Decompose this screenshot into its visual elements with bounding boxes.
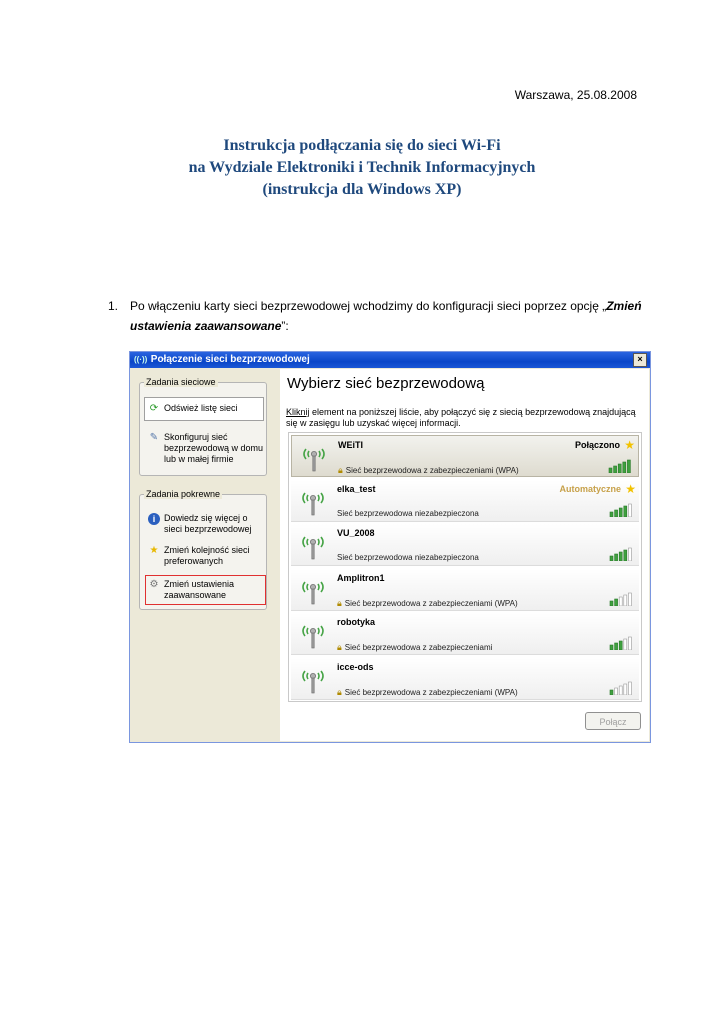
network-tasks-group [139,377,267,476]
instruction-text [286,407,642,429]
network-tasks-legend: Zadania sieciowe [146,377,216,387]
lock-icon: 🔒︎ [337,597,342,608]
step-text-emphasis: Zmień ustawienia zaawansowane [130,299,642,333]
network-description [337,553,479,562]
network-desc-text: Sieć bezprzewodowa z zabezpieczeniami (WPA) [345,466,519,475]
signal-bar [609,468,612,473]
network-name: VU_2008 [337,528,375,538]
learn-more-label: Dowiedz się więcej o sieci bezprzewodowej [164,513,252,534]
network-status: Automatyczne [559,483,621,494]
window-title: Połączenie sieci bezprzewodowej [150,354,310,365]
wireless-antenna-icon [300,620,326,650]
network-item[interactable] [291,658,639,700]
signal-strength-icon [609,592,633,606]
lock-icon: 🔒︎ [337,686,342,697]
network-description [337,598,518,609]
signal-bar [610,601,613,606]
signal-bar [610,512,613,517]
change-order-label: Zmień kolejność sieci preferowanych [164,545,250,566]
network-list [288,432,642,702]
signal-bar [614,466,617,473]
signal-bar [628,593,631,606]
signal-bar [615,554,618,561]
related-tasks-legend: Zadania pokrewne [146,489,221,499]
signal-bar [628,504,631,517]
network-item[interactable] [291,435,639,477]
title-line-3: (instrukcja dla Windows XP) [262,181,462,198]
refresh-label: Odśwież listę sieci [164,403,238,413]
configure-label: Skonfiguruj sieć bezprzewodową w domu lub w małej firmie [164,432,264,464]
network-name: elka_test [337,483,376,494]
signal-bar [628,637,631,650]
network-name: WEiTI [338,440,363,450]
signal-bar [615,688,618,695]
wireless-antenna-icon [300,665,326,695]
title-line-1: Instrukcja podłączania się do sieci Wi-Fi [223,137,501,154]
refresh-icon: ⟳ [149,403,159,414]
signal-bar [624,639,627,650]
step-text-after: ”: [281,319,289,333]
info-icon: i [148,513,160,525]
network-status: Połączono [574,440,620,450]
network-desc-text: Sieć bezprzewodowa z zabezpieczeniami (WPA) [344,598,518,608]
instruction-rest: element na poniższej liście, aby połączyć się z siecią bezprzewodową znajdującą się w zasięgu lub uzyskać więcej informacji. [286,407,636,428]
star-icon: ★ [149,545,159,556]
signal-strength-icon [609,681,633,695]
document-title [0,135,724,201]
network-description [337,509,479,518]
signal-bar [623,462,626,473]
network-desc-text: Sieć bezprzewodowa niezabezpieczona [337,508,479,518]
network-description [337,642,492,653]
signal-bar [624,550,627,561]
wireless-antenna-icon [300,576,326,606]
network-description [338,465,519,476]
signal-bar [627,460,630,473]
signal-bar [619,508,622,517]
window-titlebar[interactable] [130,352,650,368]
signal-bar [624,595,627,606]
signal-bar [610,690,613,695]
networks-pane [280,369,649,741]
settings-icon: ⚙ [149,579,159,590]
network-name: icce-ods [337,661,374,672]
related-tasks-group [139,489,267,610]
title-line-2: na Wydziale Elektroniki i Technik Informacyjnych [188,159,536,176]
connect-button[interactable]: Połącz [585,712,641,730]
signal-strength-icon [608,459,632,473]
network-desc-text: Sieć bezprzewodowa z zabezpieczeniami [344,643,493,652]
signal-bar [610,645,613,650]
network-name: robotyka [337,617,376,627]
signal-bar [615,643,618,650]
signal-bar [628,682,631,695]
network-item[interactable] [291,480,639,522]
wireless-connection-window [129,351,651,743]
wireless-window-icon: ((·)) [134,355,148,364]
wireless-antenna-icon [300,487,326,517]
signal-bar [628,548,631,561]
signal-bar [624,506,627,517]
signal-bar [619,597,622,606]
instruction-link[interactable]: Kliknij [286,407,310,417]
advanced-settings-label: Zmień ustawienia zaawansowane [164,579,235,600]
preferred-star-icon: ★ [625,481,636,496]
signal-bar [610,556,613,561]
step-number: 1. [108,299,119,313]
network-description [337,687,518,698]
step-text-before: Po włączeniu karty sieci bezprzewodowej wchodzimy do konfiguracji sieci poprzez opcję „ [130,299,607,313]
close-button[interactable]: × [633,353,647,367]
signal-strength-icon [609,547,633,561]
wireless-antenna-icon [301,443,327,473]
signal-bar [619,686,622,695]
choose-network-heading: Wybierz sieć bezprzewodową [287,375,485,392]
tasks-pane [132,370,272,740]
network-item[interactable] [291,613,639,655]
signal-bar [618,464,621,473]
signal-strength-icon [609,503,633,517]
signal-bar [619,641,622,650]
network-desc-text: Sieć bezprzewodowa z zabezpieczeniami (WPA) [344,687,518,697]
lock-icon: 🔒︎ [337,642,342,652]
signal-bar [615,510,618,517]
network-item[interactable] [291,569,639,611]
signal-bar [615,599,618,606]
refresh-network-list-task[interactable] [144,397,264,421]
signal-bar [619,552,622,561]
lock-icon: 🔒︎ [338,465,343,475]
network-desc-text: Sieć bezprzewodowa niezabezpieczona [337,553,479,562]
signal-strength-icon [609,636,633,650]
wireless-antenna-icon [300,531,326,561]
step-text [130,296,650,336]
wizard-icon: ✎ [149,432,159,443]
network-item[interactable] [291,524,639,566]
document-date: Warszawa, 25.08.2008 [514,88,637,102]
signal-bar [624,684,627,695]
preferred-star-icon: ★ [624,438,635,452]
network-name: Amplitron1 [337,572,385,583]
